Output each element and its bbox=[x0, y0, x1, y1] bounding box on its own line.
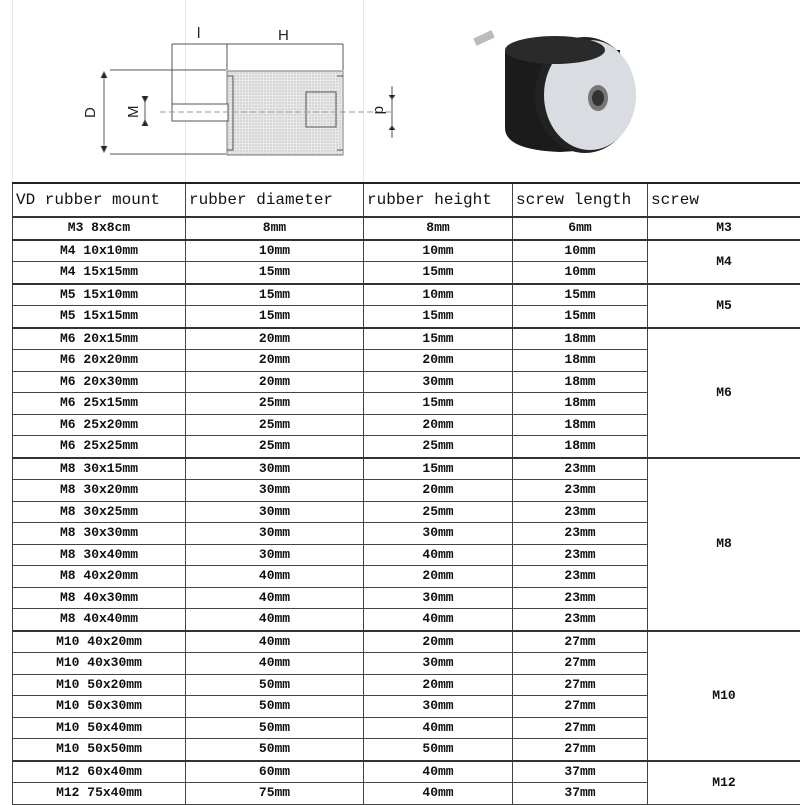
cell-model: M4 10x10mm bbox=[13, 240, 186, 262]
cell-model: M8 30x20mm bbox=[13, 480, 186, 502]
cell-diameter: 40mm bbox=[186, 609, 364, 631]
cell-screw-length: 23mm bbox=[513, 587, 648, 609]
cell-height: 30mm bbox=[364, 371, 513, 393]
cell-height: 20mm bbox=[364, 414, 513, 436]
cell-screw: M3 bbox=[648, 217, 800, 240]
cell-height: 15mm bbox=[364, 306, 513, 328]
cell-model: M10 50x50mm bbox=[13, 739, 186, 761]
cell-screw-length: 6mm bbox=[513, 217, 648, 240]
cell-height: 30mm bbox=[364, 587, 513, 609]
table-row bbox=[13, 328, 800, 350]
label-M: M bbox=[125, 106, 142, 119]
table-row bbox=[13, 458, 800, 480]
cell-screw: M6 bbox=[648, 328, 800, 458]
cell-model: M8 30x30mm bbox=[13, 523, 186, 545]
cell-model: M10 40x30mm bbox=[13, 653, 186, 675]
cell-height: 40mm bbox=[364, 717, 513, 739]
cell-screw-length: 15mm bbox=[513, 306, 648, 328]
cell-screw-length: 10mm bbox=[513, 262, 648, 284]
header-height: rubber height bbox=[364, 183, 513, 217]
cell-screw-length: 15mm bbox=[513, 284, 648, 306]
cell-height: 25mm bbox=[364, 501, 513, 523]
label-l: l bbox=[197, 25, 200, 42]
cell-screw-length: 27mm bbox=[513, 717, 648, 739]
cell-model: M8 40x20mm bbox=[13, 566, 186, 588]
cell-diameter: 15mm bbox=[186, 262, 364, 284]
cell-screw-length: 18mm bbox=[513, 350, 648, 372]
cell-diameter: 25mm bbox=[186, 414, 364, 436]
cell-screw: M4 bbox=[648, 240, 800, 284]
header-model: VD rubber mount bbox=[13, 183, 186, 217]
cell-diameter: 10mm bbox=[186, 240, 364, 262]
cell-height: 40mm bbox=[364, 544, 513, 566]
cell-screw-length: 18mm bbox=[513, 436, 648, 458]
cell-model: M8 40x40mm bbox=[13, 609, 186, 631]
cell-height: 15mm bbox=[364, 458, 513, 480]
cell-screw-length: 23mm bbox=[513, 458, 648, 480]
cell-screw-length: 27mm bbox=[513, 739, 648, 761]
label-D: D bbox=[82, 107, 99, 118]
cell-diameter: 40mm bbox=[186, 631, 364, 653]
cell-model: M10 50x40mm bbox=[13, 717, 186, 739]
table-row bbox=[13, 240, 800, 262]
cell-height: 15mm bbox=[364, 262, 513, 284]
cell-screw-length: 18mm bbox=[513, 393, 648, 415]
cell-diameter: 30mm bbox=[186, 523, 364, 545]
product-figure bbox=[0, 0, 800, 175]
cell-screw-length: 23mm bbox=[513, 523, 648, 545]
cell-model: M6 20x30mm bbox=[13, 371, 186, 393]
cell-diameter: 30mm bbox=[186, 544, 364, 566]
cell-diameter: 40mm bbox=[186, 587, 364, 609]
table-row bbox=[13, 284, 800, 306]
cell-screw-length: 27mm bbox=[513, 631, 648, 653]
rubber-mount-photo bbox=[473, 30, 636, 153]
cell-screw-length: 23mm bbox=[513, 501, 648, 523]
cell-diameter: 40mm bbox=[186, 566, 364, 588]
cell-height: 10mm bbox=[364, 284, 513, 306]
cell-screw-length: 18mm bbox=[513, 414, 648, 436]
cell-screw-length: 23mm bbox=[513, 544, 648, 566]
table-row bbox=[13, 761, 800, 783]
cell-height: 20mm bbox=[364, 631, 513, 653]
cell-screw-length: 27mm bbox=[513, 653, 648, 675]
cell-height: 20mm bbox=[364, 674, 513, 696]
cell-screw: M10 bbox=[648, 631, 800, 761]
header-screw-length: screw length bbox=[513, 183, 648, 217]
cell-height: 30mm bbox=[364, 653, 513, 675]
cell-model: M10 50x20mm bbox=[13, 674, 186, 696]
cell-diameter: 30mm bbox=[186, 501, 364, 523]
cell-diameter: 50mm bbox=[186, 717, 364, 739]
cell-model: M3 8x8cm bbox=[13, 217, 186, 240]
cell-diameter: 20mm bbox=[186, 350, 364, 372]
table-row bbox=[13, 631, 800, 653]
cell-height: 15mm bbox=[364, 393, 513, 415]
cell-screw-length: 27mm bbox=[513, 674, 648, 696]
cell-screw-length: 23mm bbox=[513, 609, 648, 631]
cell-height: 30mm bbox=[364, 696, 513, 718]
cell-model: M8 30x40mm bbox=[13, 544, 186, 566]
cell-model: M6 20x20mm bbox=[13, 350, 186, 372]
cell-height: 20mm bbox=[364, 350, 513, 372]
cell-height: 10mm bbox=[364, 240, 513, 262]
cell-diameter: 15mm bbox=[186, 306, 364, 328]
cell-height: 20mm bbox=[364, 480, 513, 502]
cell-model: M10 40x20mm bbox=[13, 631, 186, 653]
cell-screw-length: 23mm bbox=[513, 566, 648, 588]
label-H: H bbox=[278, 27, 289, 44]
cell-height: 40mm bbox=[364, 761, 513, 783]
cell-diameter: 20mm bbox=[186, 371, 364, 393]
cell-height: 50mm bbox=[364, 739, 513, 761]
cell-diameter: 20mm bbox=[186, 328, 364, 350]
cell-model: M8 30x15mm bbox=[13, 458, 186, 480]
cell-diameter: 25mm bbox=[186, 436, 364, 458]
cell-screw: M8 bbox=[648, 458, 800, 631]
cell-model: M6 25x15mm bbox=[13, 393, 186, 415]
dimension-diagram bbox=[101, 44, 395, 155]
cell-screw: M5 bbox=[648, 284, 800, 328]
cell-diameter: 75mm bbox=[186, 783, 364, 805]
cell-diameter: 50mm bbox=[186, 739, 364, 761]
cell-screw-length: 18mm bbox=[513, 328, 648, 350]
cell-model: M4 15x15mm bbox=[13, 262, 186, 284]
cell-height: 25mm bbox=[364, 436, 513, 458]
cell-diameter: 8mm bbox=[186, 217, 364, 240]
table-header bbox=[13, 183, 800, 217]
cell-diameter: 25mm bbox=[186, 393, 364, 415]
label-d: d bbox=[371, 106, 388, 114]
cell-height: 40mm bbox=[364, 609, 513, 631]
cell-diameter: 60mm bbox=[186, 761, 364, 783]
cell-model: M5 15x10mm bbox=[13, 284, 186, 306]
cell-height: 30mm bbox=[364, 523, 513, 545]
cell-diameter: 30mm bbox=[186, 480, 364, 502]
cell-diameter: 30mm bbox=[186, 458, 364, 480]
cell-diameter: 50mm bbox=[186, 674, 364, 696]
header-screw: screw bbox=[648, 183, 800, 217]
cell-model: M8 30x25mm bbox=[13, 501, 186, 523]
cell-height: 20mm bbox=[364, 566, 513, 588]
cell-model: M6 25x20mm bbox=[13, 414, 186, 436]
cell-model: M8 40x30mm bbox=[13, 587, 186, 609]
cell-diameter: 40mm bbox=[186, 653, 364, 675]
cell-height: 40mm bbox=[364, 783, 513, 805]
cell-model: M12 60x40mm bbox=[13, 761, 186, 783]
cell-screw-length: 37mm bbox=[513, 761, 648, 783]
table-row bbox=[13, 217, 800, 240]
cell-screw: M12 bbox=[648, 761, 800, 805]
cell-model: M6 20x15mm bbox=[13, 328, 186, 350]
cell-model: M12 75x40mm bbox=[13, 783, 186, 805]
cell-height: 15mm bbox=[364, 328, 513, 350]
header-diameter: rubber diameter bbox=[186, 183, 364, 217]
cell-height: 8mm bbox=[364, 217, 513, 240]
cell-diameter: 50mm bbox=[186, 696, 364, 718]
cell-model: M5 15x15mm bbox=[13, 306, 186, 328]
cell-screw-length: 37mm bbox=[513, 783, 648, 805]
cell-screw-length: 27mm bbox=[513, 696, 648, 718]
cell-diameter: 15mm bbox=[186, 284, 364, 306]
cell-screw-length: 10mm bbox=[513, 240, 648, 262]
cell-model: M6 25x25mm bbox=[13, 436, 186, 458]
spec-table bbox=[12, 182, 800, 805]
cell-screw-length: 23mm bbox=[513, 480, 648, 502]
cell-screw-length: 18mm bbox=[513, 371, 648, 393]
cell-model: M10 50x30mm bbox=[13, 696, 186, 718]
